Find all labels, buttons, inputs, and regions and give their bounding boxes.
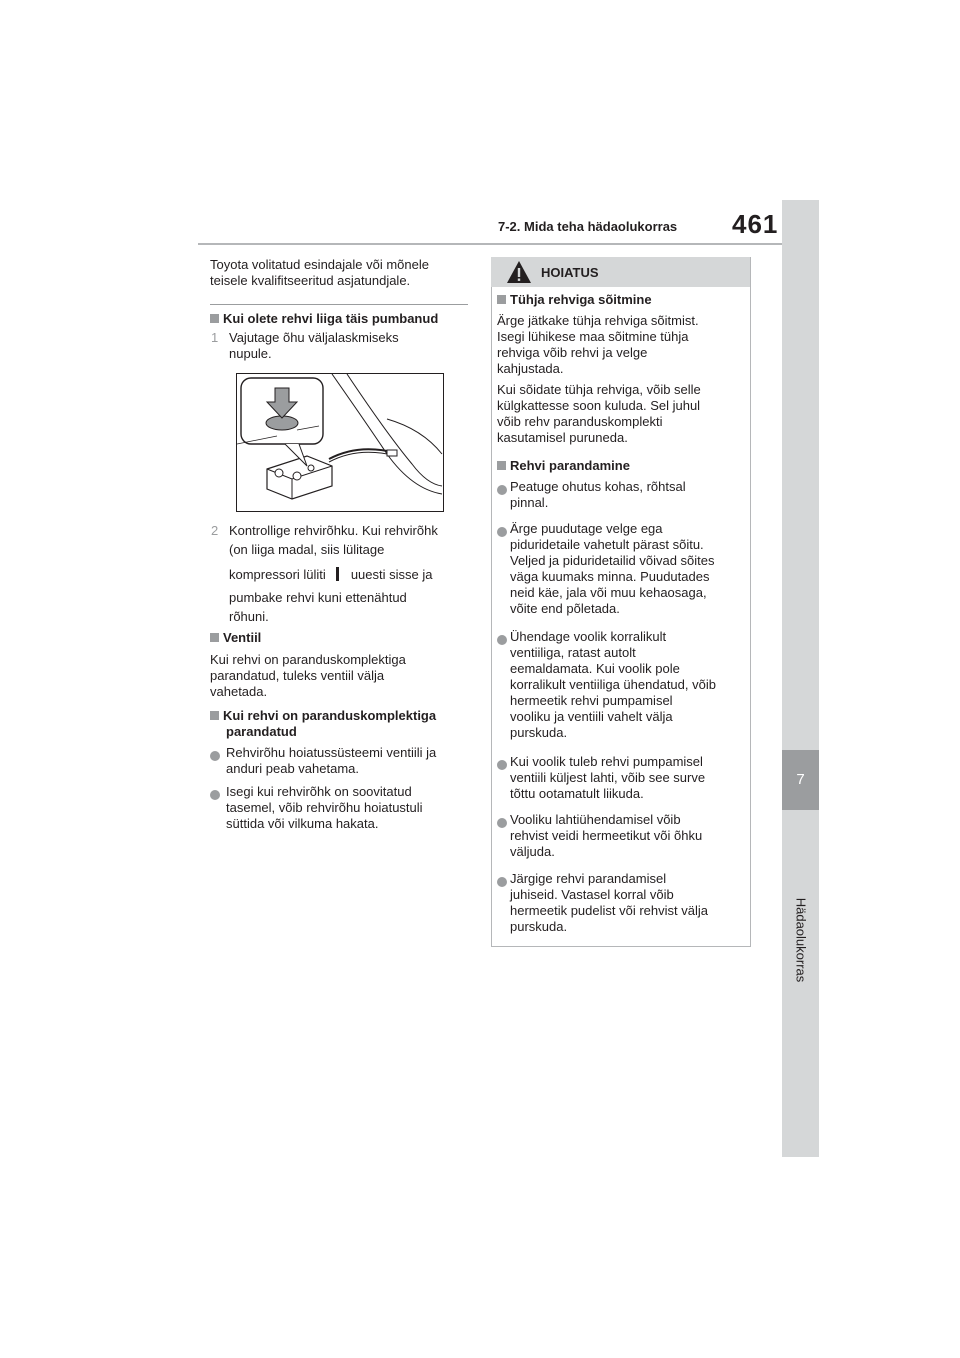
warning-title: HOIATUS bbox=[541, 265, 599, 280]
warning-bullet-4: Kui voolik tuleb rehvi pumpamisel ventiili küljest lahti, võib see surve tõttu ootamatult liikuda. bbox=[510, 754, 706, 801]
square-bullet-icon bbox=[210, 314, 219, 323]
page-number: 461 bbox=[732, 209, 779, 239]
step-2-number: 2 bbox=[211, 523, 219, 538]
compressor-illustration bbox=[236, 373, 444, 512]
warning-para-2: Kui sõidate tühja rehviga, võib selle külgkattesse soon kuluda. Sel juhul võib rehv paranduskomplekti kasutamisel puruneda. bbox=[497, 382, 701, 445]
square-bullet-icon bbox=[497, 461, 506, 470]
repaired-bullet-1: Rehvirõhu hoiatussüsteemi ventiili ja anduri peab vahetama. bbox=[226, 745, 437, 776]
bullet-dot-icon bbox=[497, 874, 507, 892]
compressor-diagram bbox=[237, 374, 443, 511]
bullet-dot-icon bbox=[210, 787, 220, 805]
step-1-text: Vajutage õhu väljalaskmiseks nupule. bbox=[229, 330, 399, 361]
bullet-dot-icon bbox=[497, 482, 507, 500]
warning-bullet-1: Peatuge ohutus kohas, rõhtsal pinnal. bbox=[510, 479, 686, 510]
warning-bullet-5: Vooliku lahtiühendamisel võib rehvist veidi hermeetikut või õhku väljuda. bbox=[510, 812, 703, 859]
repaired-bullet-2: Isegi kui rehvirõhk on soovitatud tasemel, võib rehvirõhu hoiatustuli süttida või vilkuma hakata. bbox=[226, 784, 423, 831]
section-heading-overinflated: Kui olete rehvi liiga täis pumbanud bbox=[210, 311, 438, 327]
bullet-dot-icon bbox=[497, 524, 507, 542]
bullet-dot-icon bbox=[497, 632, 507, 650]
chapter-side-tab bbox=[782, 200, 819, 1157]
step-1-number: 1 bbox=[211, 330, 219, 345]
chapter-number: 7 bbox=[782, 750, 819, 810]
warning-bullet-6: Järgige rehvi parandamisel juhiseid. Vastasel korral võib hermeetik pudelist või rehvist välja purskuda. bbox=[510, 871, 708, 934]
step-2-line-3: kompressori lüliti uuesti sisse ja bbox=[229, 567, 433, 582]
bullet-dot-icon bbox=[497, 815, 507, 833]
section-divider bbox=[210, 304, 468, 305]
section-heading-repaired: Kui rehvi on paranduskomplektiga parandatud bbox=[210, 708, 436, 740]
warning-bullet-3: Ühendage voolik korralikult ventiiliga, ratast autolt eemaldamata. Kui voolik pole korralikult ventiiliga ühendatud, võib hermeetik rehvi pumpamisel vooliku ja ventiili vahelt välja purskuda. bbox=[510, 629, 716, 740]
chapter-label: Hädaolukorras bbox=[793, 897, 809, 983]
warning-heading-repair: Rehvi parandamine bbox=[497, 458, 630, 474]
intro-text: Toyota volitatud esindajale või mõnele teisele kvalifitseeritud asjatundjale. bbox=[210, 257, 429, 288]
warning-bullet-2: Ärge puudutage velge ega piduridetaile vahetult pärast sõitu. Veljed ja piduridetailid võivad sõites väga kuumaks minna. Puudutades neid käe, jala või muu kehaosaga, võite end põletada. bbox=[510, 521, 715, 616]
section-title: 7-2. Mida teha hädaolukorras bbox=[498, 219, 678, 234]
valve-text: Kui rehvi on paranduskomplektiga parandatud, tuleks ventiil välja vahetada. bbox=[210, 652, 406, 699]
step-2-line-1: Kontrollige rehvirõhku. Kui rehvirõhk bbox=[229, 523, 438, 538]
square-bullet-icon bbox=[210, 633, 219, 642]
step-2-line-2: (on liiga madal, siis lülitage bbox=[229, 542, 385, 557]
square-bullet-icon bbox=[497, 295, 506, 304]
warning-triangle-icon bbox=[506, 260, 532, 284]
warning-heading-flat-tire: Tühja rehviga sõitmine bbox=[497, 292, 652, 308]
section-heading-valve: Ventiil bbox=[210, 630, 261, 646]
step-2-line-4: pumbake rehvi kuni ettenähtud bbox=[229, 590, 407, 605]
warning-para-1: Ärge jätkake tühja rehviga sõitmist. Isegi lühikese maa sõitmine tühja rehviga võib rehvi ja velge kahjustada. bbox=[497, 313, 699, 376]
header-rule bbox=[198, 243, 782, 245]
step-2-line-5: rõhuni. bbox=[229, 609, 269, 624]
bullet-dot-icon bbox=[210, 748, 220, 766]
bullet-dot-icon bbox=[497, 757, 507, 775]
square-bullet-icon bbox=[210, 711, 219, 720]
switch-icon bbox=[336, 567, 339, 581]
